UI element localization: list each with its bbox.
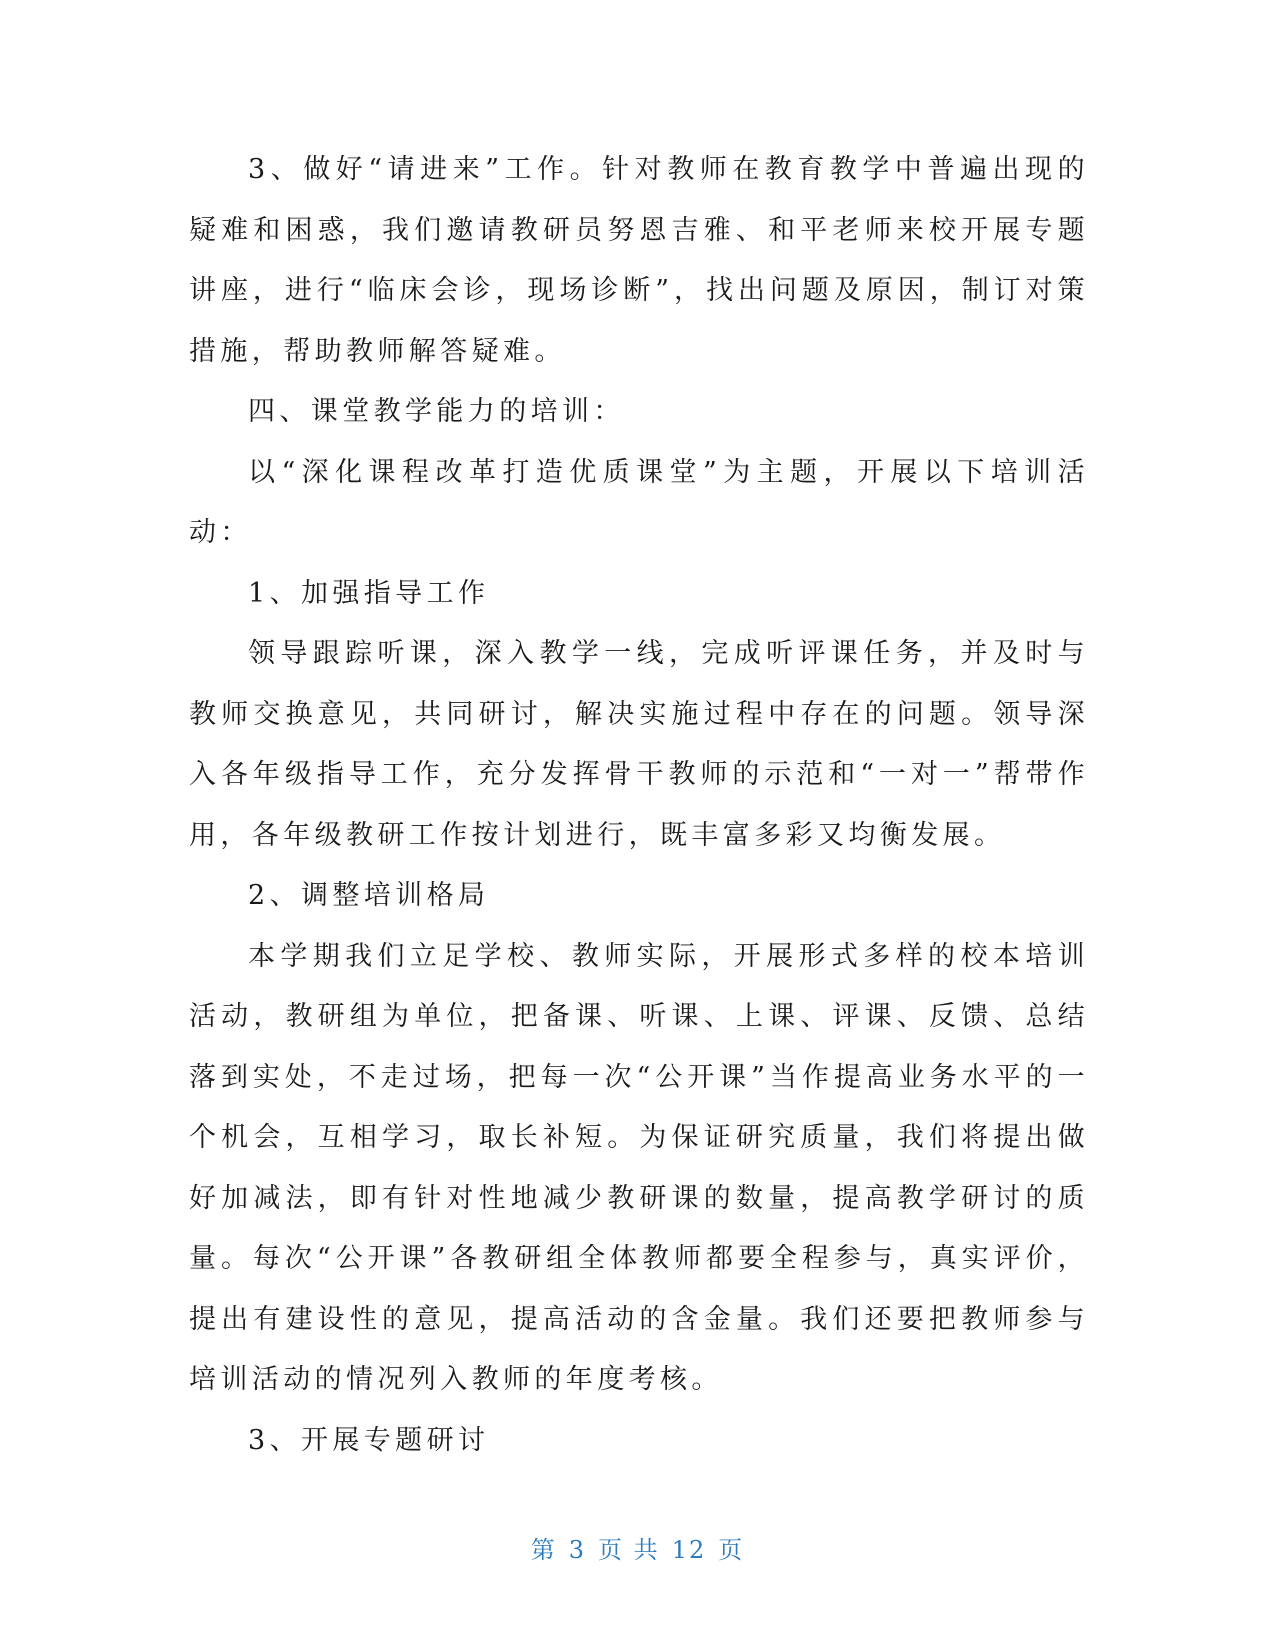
section-heading-classroom-training: 四、课堂教学能力的培训：: [248, 396, 625, 427]
document-body: [189, 140, 1089, 1471]
paragraph-invite-experts: 3、做好“请进来”工作。针对教师在教育教学中普遍出现的疑难和困惑，我们邀请教研员努恩吉雅、和平老师来校开展专题讲座，进行“临床会诊，现场诊断”，找出问题及原因，制订对策措施，帮助教师解答疑难。: [189, 154, 1089, 367]
footer-prefix: 第: [530, 1536, 557, 1564]
footer-suffix: 页: [718, 1536, 745, 1564]
paragraph-training-structure: 本学期我们立足学校、教师实际，开展形式多样的校本培训活动，教研组为单位，把备课、听课、上课、评课、反馈、总结落到实处，不走过场，把每一次“公开课”当作提高业务水平的一个机会，互相学习，取长补短。为保证研究质量，我们将提出做好加减法，即有针对性地减少教研课的数量，提高教学研讨的质量。每次“公开课”各教研组全体教师都要全程参与，真实评价，提出有建设性的意见，提高活动的含金量。我们还要把教师参与培训活动的情况列入教师的年度考核。: [189, 940, 1089, 1395]
footer-total-pages: 12: [671, 1536, 707, 1564]
subheading-guidance: 1、加强指导工作: [248, 577, 490, 609]
paragraph-training-theme: 以“深化课程改革打造优质课堂”为主题，开展以下培训活动：: [189, 456, 1089, 548]
footer-middle: 页 共: [598, 1536, 660, 1564]
subheading-topic-seminar: 3、开展专题研讨: [248, 1424, 490, 1456]
paragraph-guidance: 领导跟踪听课，深入教学一线，完成听评课任务，并及时与教师交换意见，共同研讨，解决实施过程中存在的问题。领导深入各年级指导工作，充分发挥骨干教师的示范和“一对一”帮带作用，各年级教研工作按计划进行，既丰富多彩又均衡发展。: [189, 638, 1089, 851]
subheading-training-structure: 2、调整培训格局: [248, 880, 490, 911]
footer-current-page: 3: [568, 1536, 587, 1564]
page-number-footer: [0, 1530, 1275, 1565]
